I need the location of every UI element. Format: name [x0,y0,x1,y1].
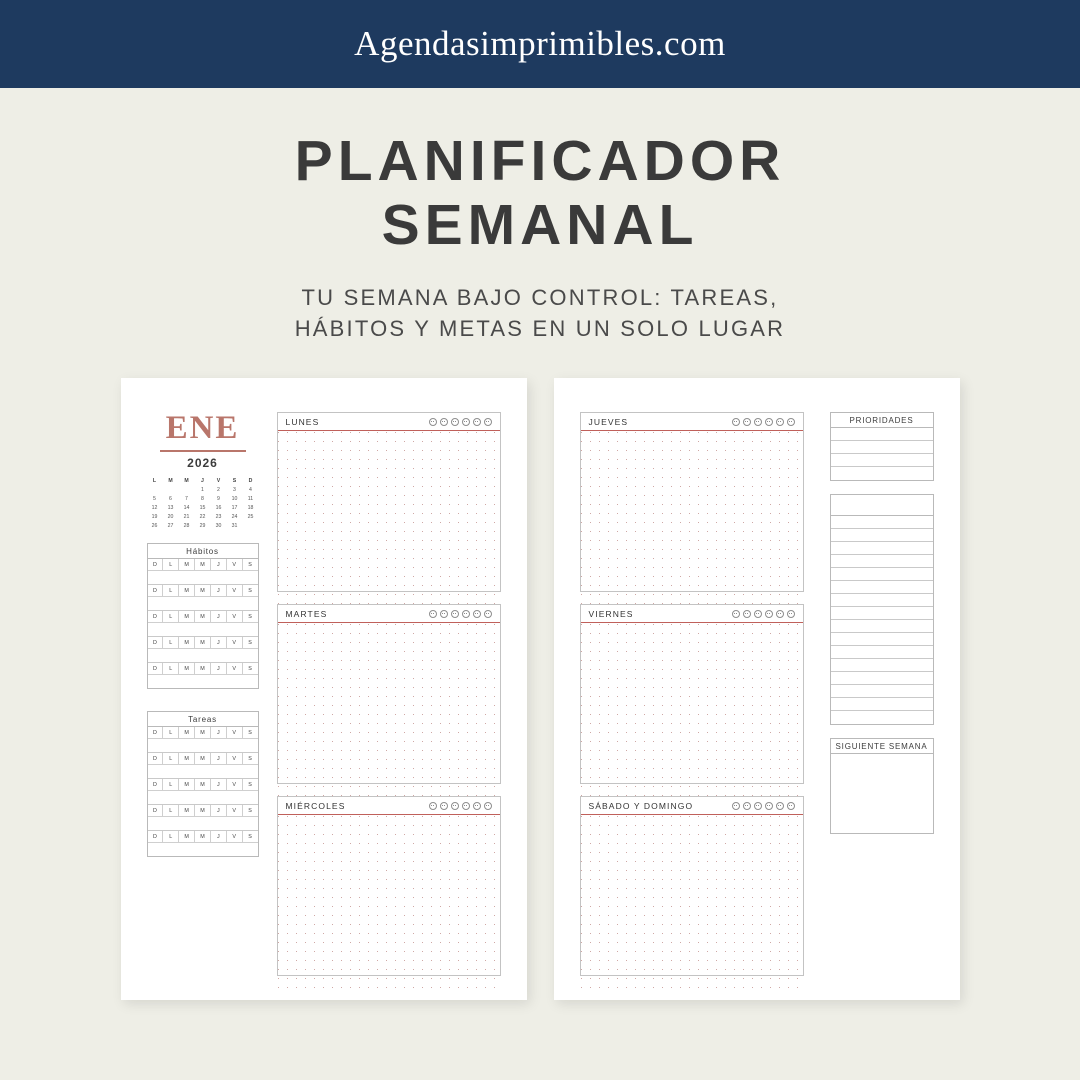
task-day-cell[interactable]: V [227,753,243,764]
calendar-day: 3 [233,486,236,493]
habit-day-cell[interactable]: S [248,613,252,620]
day-block [580,604,804,784]
calendar-day: 6 [169,495,172,502]
mood-face-icon[interactable] [429,418,437,426]
habit-entry-row[interactable] [148,623,258,637]
mood-tracker [429,418,492,426]
task-header-row [148,805,258,817]
hero-section [0,130,1080,344]
task-day-cell[interactable]: S [248,781,252,788]
mood-face-icon[interactable] [776,610,784,618]
task-day-cell[interactable]: D [148,753,164,764]
task-entry-row[interactable] [148,765,258,779]
day-notes-area[interactable] [278,623,500,801]
task-entry-row[interactable] [148,843,258,856]
planner-preview [0,378,1080,1000]
day-notes-area[interactable] [581,431,803,609]
task-day-cell[interactable]: M [195,727,211,738]
calendar-day: 11 [247,495,254,502]
habit-day-cell[interactable]: M [195,611,211,622]
mood-face-icon[interactable] [765,802,773,810]
calendar-day: 14 [183,505,190,512]
mood-tracker [732,418,795,426]
mood-tracker [429,802,492,810]
habit-day-cell[interactable]: L [163,637,179,648]
day-label: MARTES [285,609,328,620]
calendar-day: 30 [215,523,222,530]
task-entry-row[interactable] [148,791,258,805]
habit-entry-row[interactable] [148,571,258,585]
task-day-cell[interactable]: L [163,727,179,738]
mood-face-icon[interactable] [754,802,762,810]
page-title-line-1: PLANIFICADOR [294,129,786,193]
year-label: 2026 [187,456,218,471]
calendar-week [147,522,259,531]
notes-line[interactable] [831,711,933,724]
day-label: LUNES [285,417,320,428]
habit-day-cell[interactable]: D [148,611,164,622]
task-day-cell[interactable]: S [248,755,252,762]
page-subtitle [0,282,1080,344]
calendar-day: 20 [167,514,174,521]
mood-face-icon[interactable] [462,610,470,618]
notes-line[interactable] [831,685,933,698]
day-header [581,797,803,815]
habit-day-cell[interactable]: M [195,637,211,648]
task-day-cell[interactable]: L [163,779,179,790]
task-day-cell[interactable]: J [211,805,227,816]
day-block [277,796,501,976]
habit-day-cell[interactable]: M [195,559,211,570]
habit-day-cell[interactable]: D [148,559,164,570]
habit-day-cell[interactable]: J [211,559,227,570]
mood-face-icon[interactable] [732,802,740,810]
mood-face-icon[interactable] [765,610,773,618]
notes-line[interactable] [831,555,933,568]
day-header [278,797,500,815]
day-label: JUEVES [588,417,629,428]
planner-page-right [554,378,960,1000]
habit-header-row [148,585,258,597]
mood-face-icon[interactable] [754,418,762,426]
habit-header-row [148,611,258,623]
day-block [277,604,501,784]
habit-day-cell[interactable]: V [227,663,243,674]
calendar-weekday: M [184,478,189,485]
habit-header-row [148,663,258,675]
habit-day-cell[interactable]: M [179,559,195,570]
task-day-cell[interactable]: J [211,831,227,842]
task-day-cell[interactable]: D [148,727,164,738]
day-notes-area[interactable] [581,623,803,801]
mood-tracker [732,802,795,810]
mood-face-icon[interactable] [429,802,437,810]
notes-line[interactable] [831,620,933,633]
mood-face-icon[interactable] [484,802,492,810]
calendar-day: 23 [215,514,222,521]
day-notes-area[interactable] [278,815,500,993]
habit-day-cell[interactable]: L [163,559,179,570]
mood-face-icon[interactable] [451,610,459,618]
task-entry-row[interactable] [148,739,258,753]
task-day-cell[interactable]: M [179,753,195,764]
priority-line[interactable] [831,441,933,454]
mood-face-icon[interactable] [473,610,481,618]
day-notes-area[interactable] [581,815,803,993]
mood-face-icon[interactable] [462,802,470,810]
site-banner [0,0,1080,88]
calendar-day: 29 [199,523,206,530]
task-day-cell[interactable]: L [163,831,179,842]
notes-line[interactable] [831,529,933,542]
habit-entry-row[interactable] [148,675,258,688]
calendar-day: 19 [151,514,158,521]
task-day-cell[interactable]: V [227,727,243,738]
month-underline [160,450,246,452]
priority-line[interactable] [831,454,933,467]
page-title [0,130,1080,258]
planner-page-left [121,378,527,1000]
task-day-cell[interactable]: M [195,831,211,842]
mood-face-icon[interactable] [440,802,448,810]
task-entry-row[interactable] [148,817,258,831]
day-block [580,412,804,592]
mood-face-icon[interactable] [743,610,751,618]
task-day-cell[interactable]: D [148,805,164,816]
sidebar-column [830,412,934,834]
habit-entry-row[interactable] [148,597,258,611]
habit-day-cell[interactable]: M [195,663,211,674]
habit-entry-row[interactable] [148,649,258,663]
calendar-day: 26 [151,523,158,530]
notes-line[interactable] [831,607,933,620]
habit-day-cell[interactable]: V [227,585,243,596]
notes-line[interactable] [831,646,933,659]
calendar-weekday: S [232,478,237,485]
task-day-cell[interactable]: V [227,831,243,842]
task-day-cell[interactable]: S [248,833,252,840]
mood-face-icon[interactable] [473,802,481,810]
calendar-day: 4 [249,486,252,493]
calendar-day: 15 [199,505,206,512]
calendar-day: 25 [247,514,254,521]
task-day-cell[interactable]: M [195,805,211,816]
habit-day-cell[interactable]: M [179,663,195,674]
notes-line[interactable] [831,516,933,529]
tasks-tracker [147,711,259,857]
habit-day-cell[interactable]: J [211,611,227,622]
habit-day-cell[interactable]: J [211,663,227,674]
calendar-day: 10 [231,495,238,502]
next-week-title: SIGUIENTE SEMANA [831,739,933,754]
task-header-row [148,779,258,791]
habit-day-cell[interactable]: L [163,611,179,622]
notes-line[interactable] [831,698,933,711]
calendar-day: 1 [201,486,204,493]
mood-face-icon[interactable] [462,418,470,426]
calendar-weekday: D [248,478,253,485]
mood-face-icon[interactable] [473,418,481,426]
habit-day-cell[interactable]: V [227,637,243,648]
calendar-day: 28 [183,523,190,530]
task-day-cell[interactable]: J [211,779,227,790]
habit-day-cell[interactable]: L [163,663,179,674]
calendar-weekday: L [152,478,157,485]
next-week-box [830,738,934,834]
habit-day-cell[interactable]: M [179,637,195,648]
habit-day-cell[interactable]: D [148,637,164,648]
mood-face-icon[interactable] [429,610,437,618]
calendar-day: 27 [167,523,174,530]
habits-title: Hábitos [148,544,258,559]
day-header [278,605,500,623]
tasks-title: Tareas [148,712,258,727]
task-day-cell[interactable]: M [179,727,195,738]
mood-face-icon[interactable] [732,610,740,618]
task-day-cell[interactable]: S [248,807,252,814]
notes-line[interactable] [831,542,933,555]
mood-face-icon[interactable] [787,418,795,426]
mood-face-icon[interactable] [732,418,740,426]
calendar-day: 9 [217,495,220,502]
mood-face-icon[interactable] [754,610,762,618]
mini-calendar [147,477,259,531]
task-day-cell[interactable]: L [163,805,179,816]
day-column-left [277,412,501,976]
habit-day-cell[interactable]: L [163,585,179,596]
task-day-cell[interactable]: L [163,753,179,764]
priority-line[interactable] [831,428,933,441]
mood-face-icon[interactable] [787,610,795,618]
priority-line[interactable] [831,467,933,480]
day-label: VIERNES [588,609,634,620]
calendar-week [147,485,259,494]
day-header [278,413,500,431]
notes-line[interactable] [831,594,933,607]
calendar-day: 22 [199,514,206,521]
site-name: Agendasimprimibles.com [354,24,726,63]
calendar-day: 5 [153,495,156,502]
calendar-day: 18 [247,505,254,512]
day-label: MIÉRCOLES [285,801,346,812]
task-day-cell[interactable]: M [179,831,195,842]
day-column-right [580,412,804,976]
habit-day-cell[interactable]: S [248,665,252,672]
calendar-week [147,494,259,503]
task-day-cell[interactable]: D [148,779,164,790]
notes-line[interactable] [831,659,933,672]
habit-day-cell[interactable]: M [195,585,211,596]
notes-top-box [830,494,934,516]
task-day-cell[interactable]: S [248,729,252,736]
day-label: SÁBADO Y DOMINGO [588,801,694,812]
day-notes-area[interactable] [278,431,500,609]
month-title: ENE [165,410,240,447]
task-header-row [148,831,258,843]
task-day-cell[interactable]: D [148,831,164,842]
priorities-box [830,412,934,481]
habit-day-cell[interactable]: J [211,585,227,596]
notes-box [830,516,934,725]
mood-face-icon[interactable] [776,802,784,810]
calendar-day: 13 [167,505,174,512]
task-header-row [148,753,258,765]
calendar-day: 7 [185,495,188,502]
mood-face-icon[interactable] [776,418,784,426]
mood-tracker [732,610,795,618]
calendar-day: 12 [151,505,158,512]
habits-tracker [147,543,259,689]
calendar-day: 31 [231,523,238,530]
habit-day-cell[interactable]: V [227,611,243,622]
calendar-day: 24 [231,514,238,521]
habit-day-cell[interactable]: D [148,663,164,674]
habit-day-cell[interactable]: V [227,559,243,570]
page-subtitle-line-2: HÁBITOS Y METAS EN UN SOLO LUGAR [294,315,786,341]
task-day-cell[interactable]: J [211,753,227,764]
habit-header-row [148,559,258,571]
task-day-cell[interactable]: M [179,805,195,816]
calendar-day: 21 [183,514,190,521]
task-day-cell[interactable]: V [227,805,243,816]
habit-day-cell[interactable]: S [248,587,252,594]
mood-face-icon[interactable] [484,418,492,426]
page-subtitle-line-1: TU SEMANA BAJO CONTROL: TAREAS, [301,284,779,310]
notes-line[interactable] [831,633,933,646]
calendar-day [163,485,179,494]
mood-face-icon[interactable] [484,610,492,618]
task-day-cell[interactable]: M [195,753,211,764]
habit-day-cell[interactable]: M [179,585,195,596]
mood-face-icon[interactable] [451,802,459,810]
habit-day-cell[interactable]: S [248,639,252,646]
mood-tracker [429,610,492,618]
day-header [581,413,803,431]
task-day-cell[interactable]: V [227,779,243,790]
notes-line[interactable] [831,672,933,685]
mood-face-icon[interactable] [440,610,448,618]
task-day-cell[interactable]: M [179,779,195,790]
mood-face-icon[interactable] [440,418,448,426]
task-header-row [148,727,258,739]
notes-line[interactable] [831,568,933,581]
day-header [581,605,803,623]
calendar-day [243,522,259,531]
task-day-cell[interactable]: M [195,779,211,790]
mood-face-icon[interactable] [743,418,751,426]
mood-face-icon[interactable] [743,802,751,810]
calendar-day [179,485,195,494]
calendar-day: 8 [201,495,204,502]
task-day-cell[interactable]: J [211,727,227,738]
page-title-line-2: SEMANAL [381,192,699,257]
habit-day-cell[interactable]: D [148,585,164,596]
habit-day-cell[interactable]: S [248,561,252,568]
mood-face-icon[interactable] [787,802,795,810]
habit-day-cell[interactable]: M [179,611,195,622]
day-block [580,796,804,976]
calendar-day: 17 [231,505,238,512]
day-block [277,412,501,592]
calendar-weekday: J [201,478,204,485]
habit-header-row [148,637,258,649]
calendar-weekday: V [216,478,221,485]
notes-line[interactable] [831,581,933,594]
priorities-title: PRIORIDADES [831,413,933,428]
calendar-day [147,485,163,494]
calendar-week [147,504,259,513]
calendar-day: 2 [217,486,220,493]
habit-day-cell[interactable]: J [211,637,227,648]
mood-face-icon[interactable] [451,418,459,426]
left-column [147,412,259,857]
calendar-day: 16 [215,505,222,512]
mood-face-icon[interactable] [765,418,773,426]
calendar-week [147,513,259,522]
calendar-weekday: M [168,478,173,485]
